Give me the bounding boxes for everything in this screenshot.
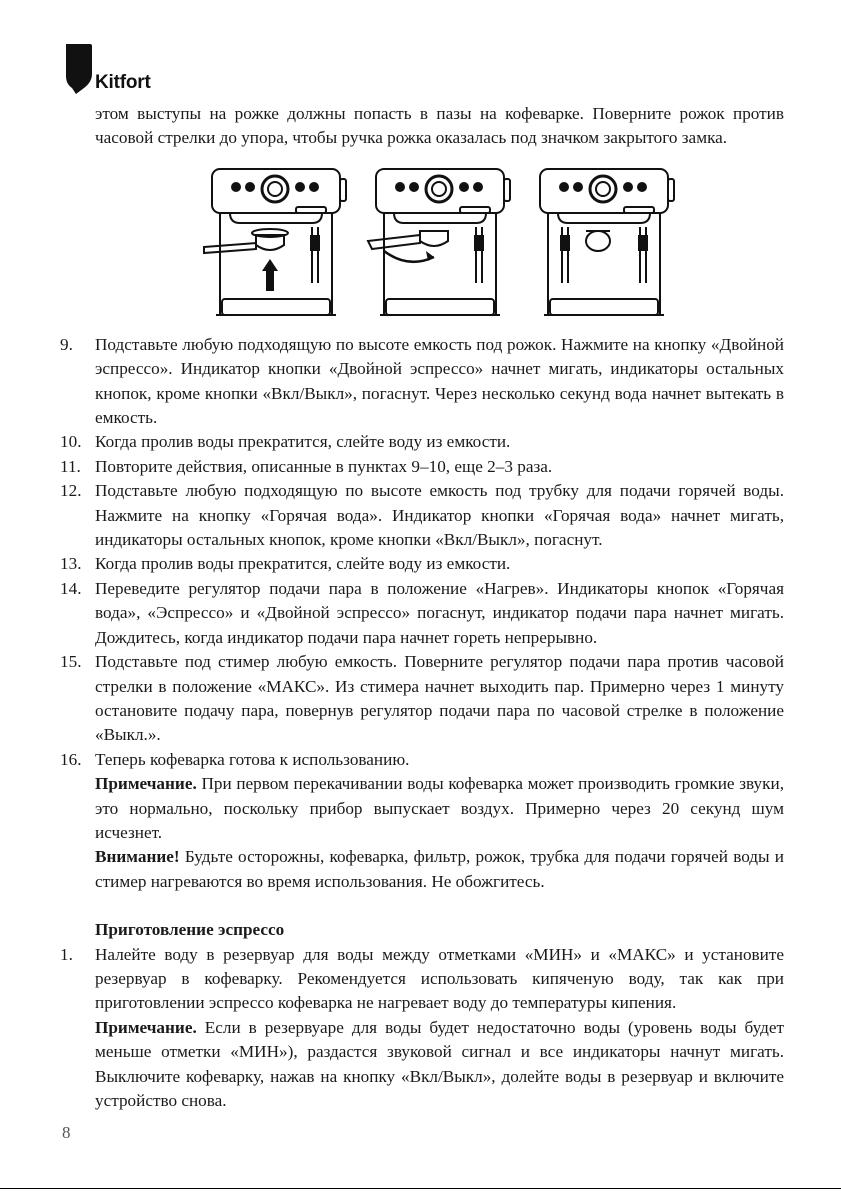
brand-name: Kitfort: [95, 72, 151, 93]
list-item: 14. Переведите регулятор подачи пара в положение «Нагрев». Индикаторы кнопок «Горячая вода», «Эспрессо» и «Двойной эспрессо» погаснут, индикатор подачи пара начнет мигать. Дождитесь, когда индикатор подачи пара начнет гореть непрерывно.: [60, 578, 784, 647]
list-item: 15. Подставьте под стимер любую емкость. Поверните регулятор подачи пара против часовой стрелки в положение «МАКС». Из стимера начнет выходить пар. Примерно через 1 минуту остановите подачу пара, повернув регулятор подачи пара по часовой стрелке в положение «Выкл.».: [60, 652, 784, 745]
coffee-machine-insert-illustration: [200, 165, 352, 325]
note-paragraph: Примечание. При первом перекачивании воды кофеварка может производить громкие звуки, это нормально, поскольку прибор выпускает воздух. Примерно через 20 секунд шум исчезнет.: [95, 774, 784, 842]
list-item: 10. Когда пролив воды прекратится, слейте воду из емкости.: [60, 432, 511, 452]
page-number: 8: [62, 1123, 71, 1142]
list-item: 16. Теперь кофеварка готова к использованию.: [60, 749, 410, 769]
coffee-machine-locked-illustration: [528, 165, 680, 325]
intro-paragraph: этом выступы на рожке должны попасть в пазы на кофеварке. Поверните рожок против часовой стрелки до упора, чтобы ручка рожка оказалась под значком закрытого замка.: [95, 104, 784, 148]
illustrations: [60, 165, 784, 325]
section-heading: Приготовление эспрессо: [95, 920, 285, 940]
list-item: 9. Подставьте любую подходящую по высоте емкость под рожок. Нажмите на кнопку «Двойной эспрессо». Индикатор кнопки «Двойной эспрессо» начнет мигать, индикаторы остальных кнопок, кроме кнопки «Вкл/Выкл», погаснут. Через несколько секунд вода начнет вытекать в емкость.: [60, 334, 784, 428]
bottom-divider: [0, 1188, 841, 1189]
document-body: [60, 102, 784, 1113]
list-item: 12. Подставьте любую подходящую по высоте емкость под трубку для подачи горячей воды. Нажмите на кнопку «Горячая вода». Индикатор кнопки «Горячая вода» начнет мигать, индикаторы остальных кнопок, кроме кнопки «Вкл/Выкл», погаснут.: [60, 481, 784, 550]
warning-paragraph: Внимание! Будьте осторожны, кофеварка, фильтр, рожок, трубка для подачи горячей воды и стимер нагреваются во время использования. Не обожгитесь.: [95, 847, 784, 891]
note-paragraph: Примечание. Если в резервуаре для воды будет недостаточно воды (уровень воды будет меньше отметки «МИН»), раздастся звуковой сигнал и все индикаторы начнут мигать. Выключите кофеварку, нажав на кнопку «Вкл/Выкл», долейте воды в резервуар и включите устройство снова.: [95, 1017, 784, 1110]
list-item: 1. Налейте воду в резервуар для воды между отметками «МИН» и «МАКС» и установите резервуар в кофеварку. Рекомендуется использовать кипяченую воду, так как при приготовлении эспрессо кофеварка не нагревает воду до температуры кипения.: [60, 944, 784, 1013]
list-item: 11. Повторите действия, описанные в пунктах 9–10, еще 2–3 раза.: [60, 456, 553, 476]
coffee-machine-rotate-illustration: [364, 165, 516, 325]
list-item: 13. Когда пролив воды прекратится, слейте воду из емкости.: [60, 554, 511, 574]
